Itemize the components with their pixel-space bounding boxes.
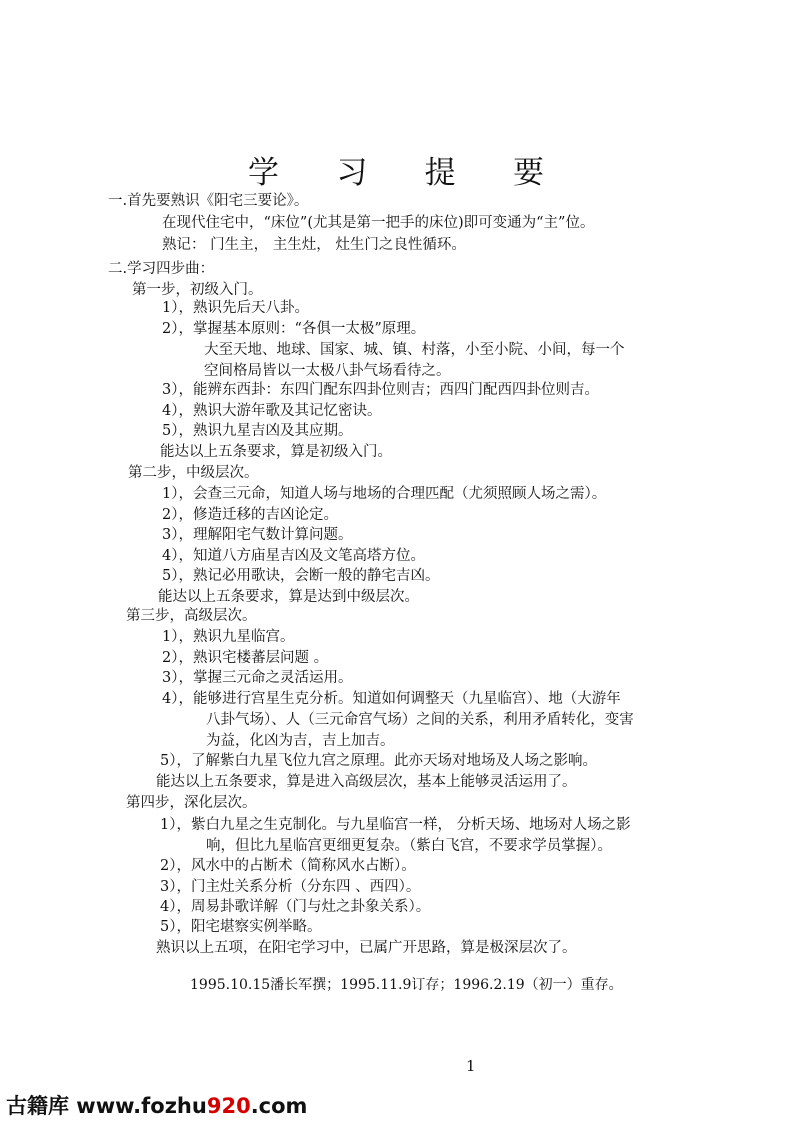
title-char-1: 学	[248, 155, 279, 191]
text-line: 能达以上五条要求，算是初级入门。	[160, 444, 392, 460]
text-line: 2），掌握基本原则：“各俱一太极”原理。	[162, 321, 426, 337]
text-line: 5），熟识九星吉凶及其应期。	[162, 423, 353, 439]
text-line: 5），熟记必用歌诀，会断一般的静宅吉凶。	[162, 568, 440, 584]
text-line: 4），熟识大游年歌及其记忆密诀。	[162, 403, 382, 419]
text-line: 一.首先要熟识《阳宅三要论》。	[108, 193, 309, 209]
text-line: 二.学习四步曲：	[108, 261, 215, 277]
author-note: 1995.10.15潘长军撰；1995.11.9订存；1996.2.19（初一）重存。	[190, 977, 623, 993]
text-line: 第三步，高级层次。	[126, 608, 257, 624]
watermark-number: 920	[206, 1094, 251, 1118]
text-line: 响，但比九星临宫更细更复杂。（紫白飞宫，不要求学员掌握）。	[206, 838, 612, 854]
text-line: 3），门主灶关系分析（分东四 、西四）。	[160, 879, 421, 895]
text-line: 3），掌握三元命之灵活运用。	[162, 670, 353, 686]
text-line: 1），熟识九星临宫。	[162, 629, 295, 645]
watermark-suffix: .com	[250, 1094, 308, 1118]
title-char-3: 提	[424, 155, 456, 191]
text-line: 在现代住宅中，“床位”(尤其是第一把手的床位)即可变通为“主”位。	[162, 215, 595, 231]
title-char-2: 习	[336, 155, 368, 191]
site-watermark	[6, 1090, 307, 1120]
text-line: 熟记： 门生主， 主生灶， 灶生门之良性循环。	[162, 237, 466, 253]
text-line: 为益，化凶为吉，吉上加吉。	[206, 733, 395, 749]
text-line: 5），了解紫白九星飞位九宫之原理。此亦天场对地场及人场之影响。	[160, 753, 597, 769]
watermark-prefix: 古籍库 www.fozhu	[6, 1094, 207, 1118]
text-line: 熟识以上五项，在阳宅学习中，已属广开思路，算是极深层次了。	[156, 940, 577, 956]
text-line: 1），熟识先后天八卦。	[162, 300, 309, 316]
text-line: 大至天地、地球、国家、城、镇、村落，小至小院、小间，每一个	[204, 342, 625, 358]
title-char-4: 要	[512, 155, 544, 191]
text-line: 3），理解阳宅气数计算问题。	[162, 527, 353, 543]
text-line: 第四步，深化层次。	[126, 795, 257, 811]
text-line: 能达以上五条要求，算是进入高级层次，基本上能够灵活运用了。	[156, 774, 577, 790]
text-line: 2），修造迁移的吉凶论定。	[162, 507, 338, 523]
text-line: 5），阳宅堪察实例举略。	[160, 919, 322, 935]
text-line: 八卦气场）、人（三元命宫气场）之间的关系，利用矛盾转化，变害	[206, 712, 634, 728]
text-line: 4），知道八方庙星吉凶及文笔高塔方位。	[162, 548, 425, 564]
text-line: 第一步，初级入门。	[132, 282, 263, 298]
text-line: 2），风水中的占断术（简称风水占断）。	[160, 858, 416, 874]
text-line: 能达以上五条要求，算是达到中级层次。	[158, 589, 419, 605]
text-line: 空间格局皆以一太极八卦气场看待之。	[204, 363, 451, 379]
text-line: 4），周易卦歌详解（门与灶之卦象关系）。	[160, 899, 431, 915]
page-title	[248, 155, 544, 191]
text-line: 1），紫白九星之生克制化。与九星临宫一样， 分析天场、地场对人场之影	[160, 817, 631, 833]
text-line: 4），能够进行宫星生克分析。知道如何调整天（九星临宫）、地（大游年	[162, 691, 621, 707]
text-line: 第二步，中级层次。	[128, 465, 259, 481]
text-line: 2），熟识宅楼蕃层问题 。	[162, 650, 329, 666]
text-line: 1），会查三元命，知道人场与地场的合理匹配（尤须照顾人场之需）。	[162, 486, 607, 502]
page-number: 1	[466, 1057, 476, 1075]
text-line: 3），能辨东西卦：东四门配东四卦位则吉；西四门配西四卦位则吉。	[162, 382, 599, 398]
